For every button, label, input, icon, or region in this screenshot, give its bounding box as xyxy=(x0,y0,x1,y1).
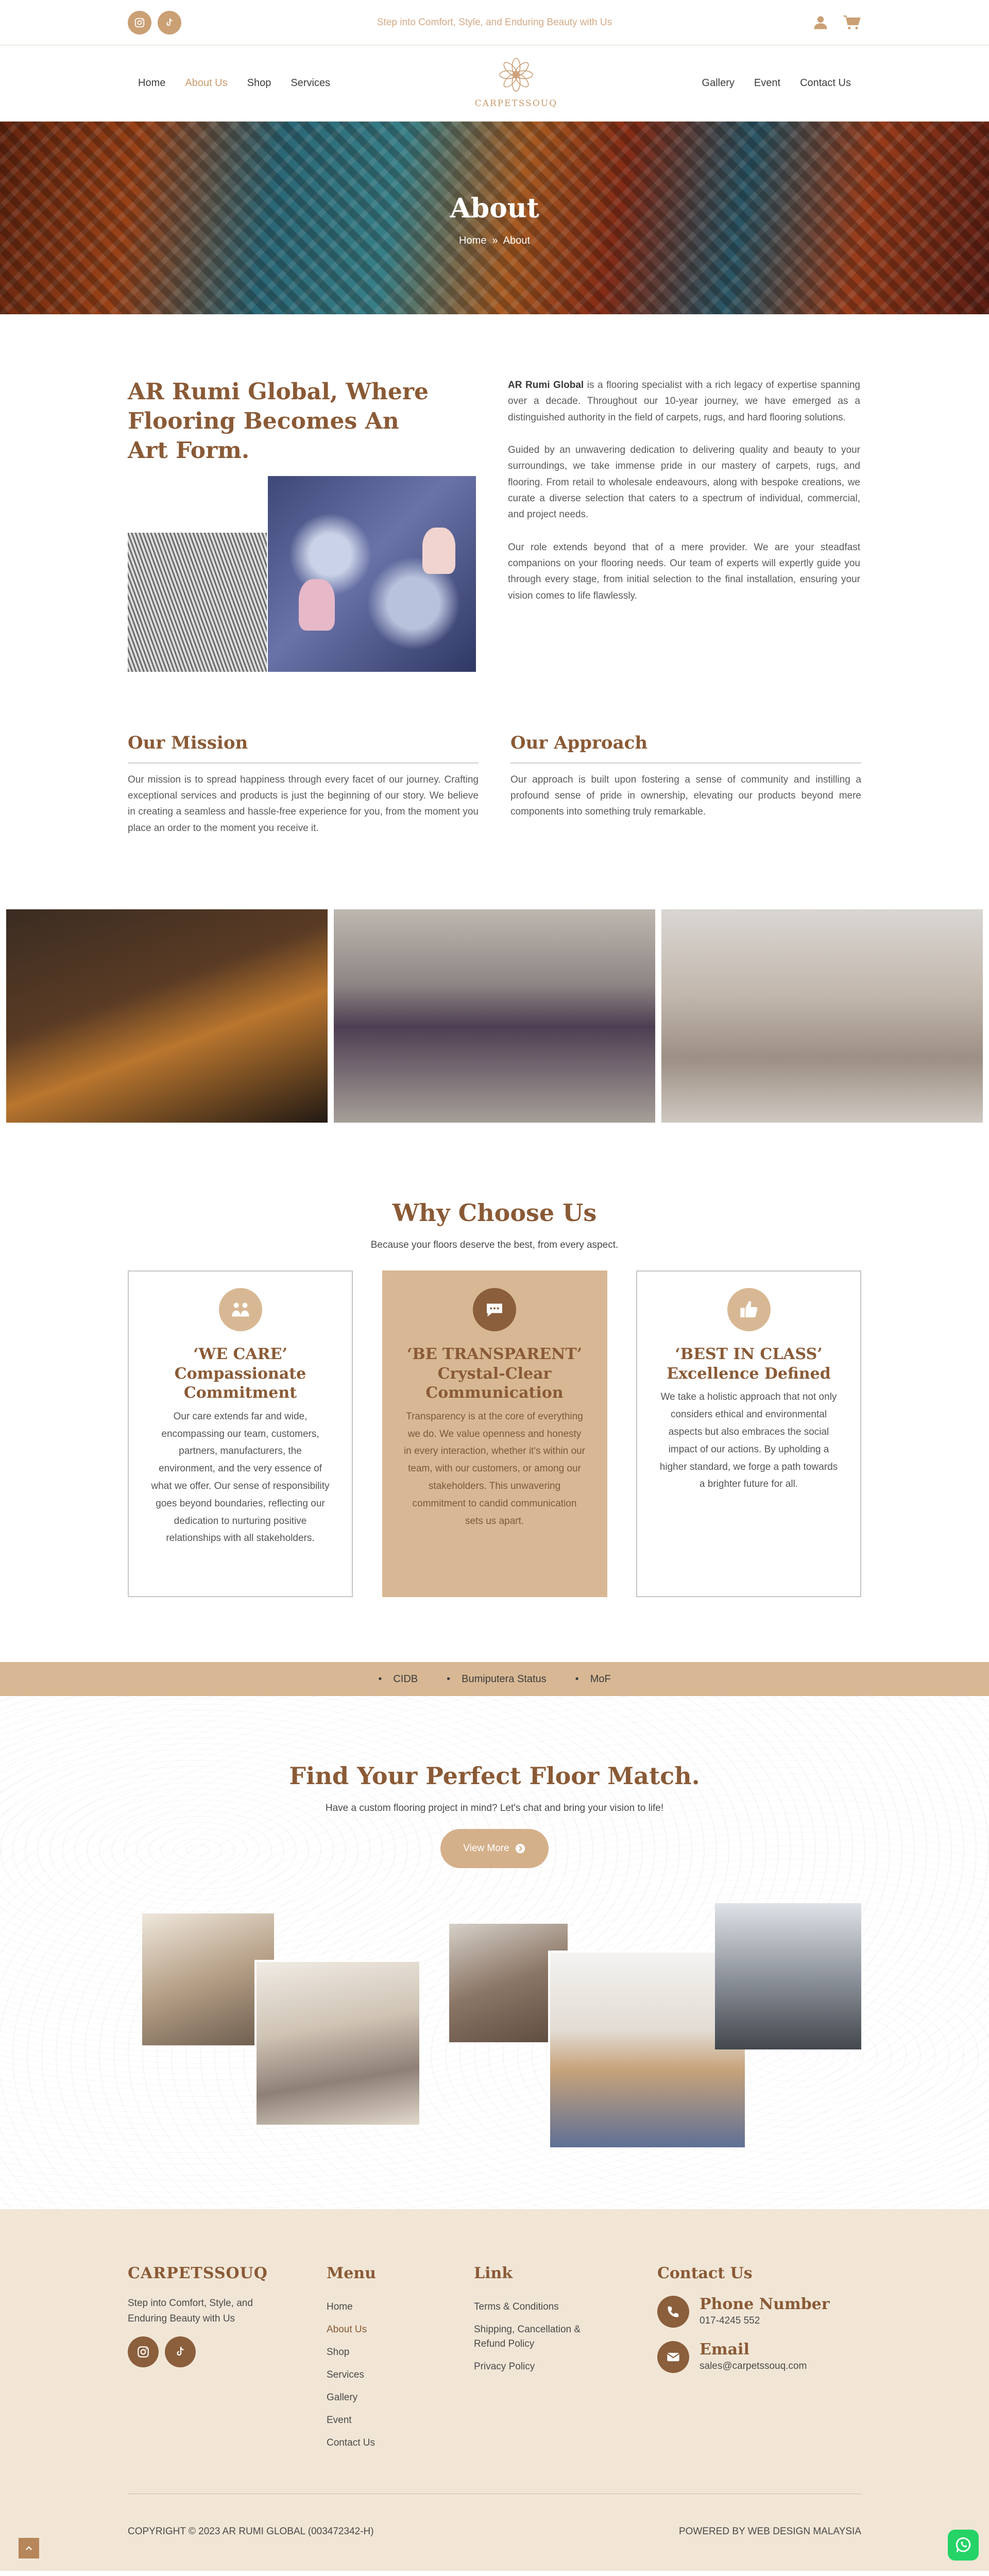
view-more-label: View More xyxy=(463,1842,509,1854)
instagram-icon xyxy=(134,17,145,28)
value-card-tag: ‘BE TRANSPARENT’ xyxy=(406,1345,583,1364)
why-title: Why Choose Us xyxy=(392,1199,597,1227)
value-cards xyxy=(128,1270,861,1597)
why-choose-us-section xyxy=(0,1123,989,1597)
footer-menu-about-us[interactable]: About Us xyxy=(327,2324,367,2335)
approach-block xyxy=(510,728,861,836)
value-card-title: Excellence Defined xyxy=(667,1364,831,1383)
footer-link-privacy[interactable]: Privacy Policy xyxy=(474,2361,535,2372)
nav-event[interactable]: Event xyxy=(754,77,781,89)
cert-item: • MoF xyxy=(575,1671,611,1688)
value-card-best-in-class xyxy=(636,1270,861,1597)
top-tagline: Step into Comfort, Style, and Enduring Beauty with Us xyxy=(377,16,612,28)
page-hero-banner xyxy=(0,122,989,314)
mail-icon xyxy=(666,2350,680,2364)
nav-right xyxy=(702,75,851,92)
gallery-image-dining-room xyxy=(334,909,655,1123)
phone-value: 017-4245 552 xyxy=(700,2315,760,2326)
nav-about-us[interactable]: About Us xyxy=(185,77,228,89)
footer-brand: CARPETSSOUQ xyxy=(128,2264,268,2283)
mission-block xyxy=(128,728,479,836)
cert-item: • CIDB xyxy=(378,1671,418,1688)
value-icon-wrap xyxy=(219,1288,262,1331)
value-card-text: Our care extends far and wide, encompassing our team, customers, partners, manufacturers, the environment, and the very essence of what we offer. Our sense of responsibility goes beyond boundaries, reflecting our dedication to nurturing positive relationships with all stakeholders. xyxy=(151,1411,330,1544)
about-left xyxy=(128,377,476,672)
value-card-text: We take a holistic approach that not only considers ethical and environmental aspects but also embraces the social impact of our actions. By upholding a higher standard, we forge a path towards a brighter future for all. xyxy=(659,1392,838,1490)
top-bar xyxy=(0,0,989,45)
footer-link-shipping[interactable]: Shipping, Cancellation & Refund Policy xyxy=(474,2324,581,2349)
value-card-text: Transparency is at the core of everything we do. We value openness and honesty in every interaction, whether it's within our team, with our customers, or among our stakeholders. This unwavering commitment to candid communication sets us apart. xyxy=(403,1411,586,1527)
why-subtitle: Because your floors deserve the best, from every aspect. xyxy=(370,1239,619,1250)
footer-menu-services[interactable]: Services xyxy=(327,2369,364,2380)
page-title: About xyxy=(450,192,539,224)
arrow-circle-right-icon xyxy=(515,1843,526,1854)
about-paragraph-1-text: is a flooring specialist with a rich legacy of expertise spanning over a decade. Throughout our 10-year journey, we have emerged as a distinguished authority in the field of carpets, rugs, and hard flooring solutions. xyxy=(508,380,860,423)
gallery-image-lounge xyxy=(661,909,983,1123)
flower-logo-icon xyxy=(497,55,536,94)
carpet-texture-image xyxy=(128,533,267,672)
cart-icon[interactable] xyxy=(843,14,861,31)
site-footer xyxy=(0,2209,989,2571)
account-cart xyxy=(813,14,861,31)
nav-contact-us[interactable]: Contact Us xyxy=(800,77,851,89)
about-images xyxy=(128,476,476,672)
mission-text: Our mission is to spread happiness through every facet of our journey. Crafting exceptional services and products is just the beginning of our story. We believe in creating a seamless and hassle-free experience for you, from the moment you place an order to the moment you receive it. xyxy=(128,774,479,834)
mission-title: Our Mission xyxy=(128,728,479,764)
about-paragraph-2: Guided by an unwavering dedication to delivering quality and beauty to your surroundings, we take immense pride in our mastery of carpets, rugs, and flooring. From retail to wholesale endeavours, along with bespoke creations, we curate a diverse selection that caters to a spectrum of individual, commercial, and project needs. xyxy=(508,445,860,520)
nav-gallery[interactable]: Gallery xyxy=(702,77,735,89)
tiktok-link[interactable] xyxy=(158,11,181,35)
breadcrumb-home[interactable]: Home xyxy=(459,235,487,247)
approach-title: Our Approach xyxy=(510,728,861,764)
value-card-title: Compassionate Commitment xyxy=(174,1364,306,1402)
email-icon-wrap xyxy=(657,2341,689,2373)
copyright-text: COPYRIGHT © 2023 AR RUMI GLOBAL (003472342-H) xyxy=(128,2526,374,2537)
floor-match-section xyxy=(0,1696,989,2209)
value-card-tag: ‘BEST IN CLASS’ xyxy=(675,1345,823,1364)
value-icon-wrap xyxy=(727,1288,771,1331)
footer-link-title: Link xyxy=(474,2264,513,2283)
chevron-up-icon xyxy=(24,2544,33,2553)
thumbs-up-icon xyxy=(739,1299,759,1320)
about-company-name: AR Rumi Global xyxy=(508,380,584,391)
project-photo-5 xyxy=(715,1903,861,2049)
back-to-top-button[interactable] xyxy=(19,2538,39,2558)
breadcrumb-separator: » xyxy=(492,235,498,247)
about-paragraph-1 xyxy=(508,377,860,426)
value-icon-wrap xyxy=(473,1288,516,1331)
user-icon[interactable] xyxy=(813,15,828,30)
tiktok-icon xyxy=(164,17,175,28)
footer-menu-contact-us[interactable]: Contact Us xyxy=(327,2437,375,2448)
site-logo[interactable] xyxy=(475,55,557,111)
certifications-strip xyxy=(0,1662,989,1696)
about-section xyxy=(0,314,989,672)
footer-tagline: Step into Comfort, Style, and Enduring Beauty with Us xyxy=(128,2297,253,2325)
footer-columns xyxy=(128,2261,861,2454)
about-heading: AR Rumi Global, Where Flooring Becomes An Art Form. xyxy=(128,379,429,464)
whatsapp-icon xyxy=(954,2536,973,2554)
footer-email[interactable] xyxy=(657,2341,830,2374)
about-paragraph-3: Our role extends beyond that of a mere provider. We are your steadfast companions on your flooring needs. Our team of experts will expertly guide you through every stage, from initial selection to the final installation, ensuring your vision comes to life flawlessly. xyxy=(508,541,860,601)
footer-contact-column xyxy=(657,2261,830,2454)
nav-shop[interactable]: Shop xyxy=(247,77,271,89)
instagram-icon xyxy=(137,2345,150,2359)
phone-icon xyxy=(666,2304,680,2319)
footer-social-links xyxy=(128,2336,327,2367)
about-text xyxy=(508,377,860,672)
footer-menu-column xyxy=(327,2261,474,2454)
phone-icon-wrap xyxy=(657,2296,689,2328)
footer-menu-title: Menu xyxy=(327,2264,376,2283)
footer-link-terms[interactable]: Terms & Conditions xyxy=(474,2301,559,2312)
view-more-button[interactable] xyxy=(440,1829,548,1868)
floor-match-subtitle: Have a custom flooring project in mind? Let's chat and bring your vision to life! xyxy=(325,1803,664,1814)
nav-left xyxy=(138,75,330,92)
value-card-be-transparent xyxy=(382,1270,607,1597)
value-card-title: Crystal-Clear Communication xyxy=(425,1364,564,1402)
breadcrumb xyxy=(459,232,530,249)
tiktok-icon xyxy=(174,2345,187,2359)
value-card-tag: ‘WE CARE’ xyxy=(193,1345,287,1364)
footer-brand-column xyxy=(128,2261,327,2454)
footer-tiktok-link[interactable] xyxy=(165,2336,196,2367)
value-card-we-care xyxy=(128,1270,353,1597)
footer-menu-event[interactable]: Event xyxy=(327,2414,352,2426)
footer-menu-shop[interactable]: Shop xyxy=(327,2346,350,2358)
chat-bubble-icon xyxy=(484,1299,505,1320)
mission-approach-section xyxy=(0,672,989,836)
project-photo-2 xyxy=(254,1960,421,2127)
footer-link-column xyxy=(474,2261,657,2454)
footer-contact-title: Contact Us xyxy=(657,2264,753,2283)
approach-text: Our approach is built upon fostering a sense of community and instilling a profound sense of pride in ownership, elevating our products beyond mere components into something truly remarkable. xyxy=(510,774,861,818)
people-care-icon xyxy=(230,1299,251,1320)
main-nav xyxy=(0,45,989,122)
nav-services[interactable]: Services xyxy=(291,77,331,89)
footer-menu-home[interactable]: Home xyxy=(327,2301,353,2312)
footer-menu-gallery[interactable]: Gallery xyxy=(327,2392,358,2403)
email-label: Email xyxy=(700,2341,749,2359)
email-value: sales@carpetssouq.com xyxy=(700,2361,807,2372)
whatsapp-button[interactable] xyxy=(948,2530,979,2561)
footer-bottom-bar xyxy=(128,2523,861,2539)
footer-instagram-link[interactable] xyxy=(128,2336,159,2367)
gallery-image-living-room xyxy=(6,909,328,1123)
social-links xyxy=(128,11,181,35)
breadcrumb-current: About xyxy=(503,235,530,247)
footer-phone[interactable] xyxy=(657,2296,830,2329)
rug-artisans-image xyxy=(268,476,476,672)
floor-match-title: Find Your Perfect Floor Match. xyxy=(289,1762,700,1790)
phone-label: Phone Number xyxy=(700,2295,830,2313)
powered-by-link[interactable]: POWERED BY WEB DESIGN MALAYSIA xyxy=(678,2526,861,2537)
logo-text: CARPETSSOUQ xyxy=(474,98,558,109)
interior-gallery-strip xyxy=(0,836,989,1123)
cert-item: • Bumiputera Status xyxy=(447,1671,547,1688)
nav-home[interactable]: Home xyxy=(138,77,166,89)
instagram-link[interactable] xyxy=(128,11,151,35)
